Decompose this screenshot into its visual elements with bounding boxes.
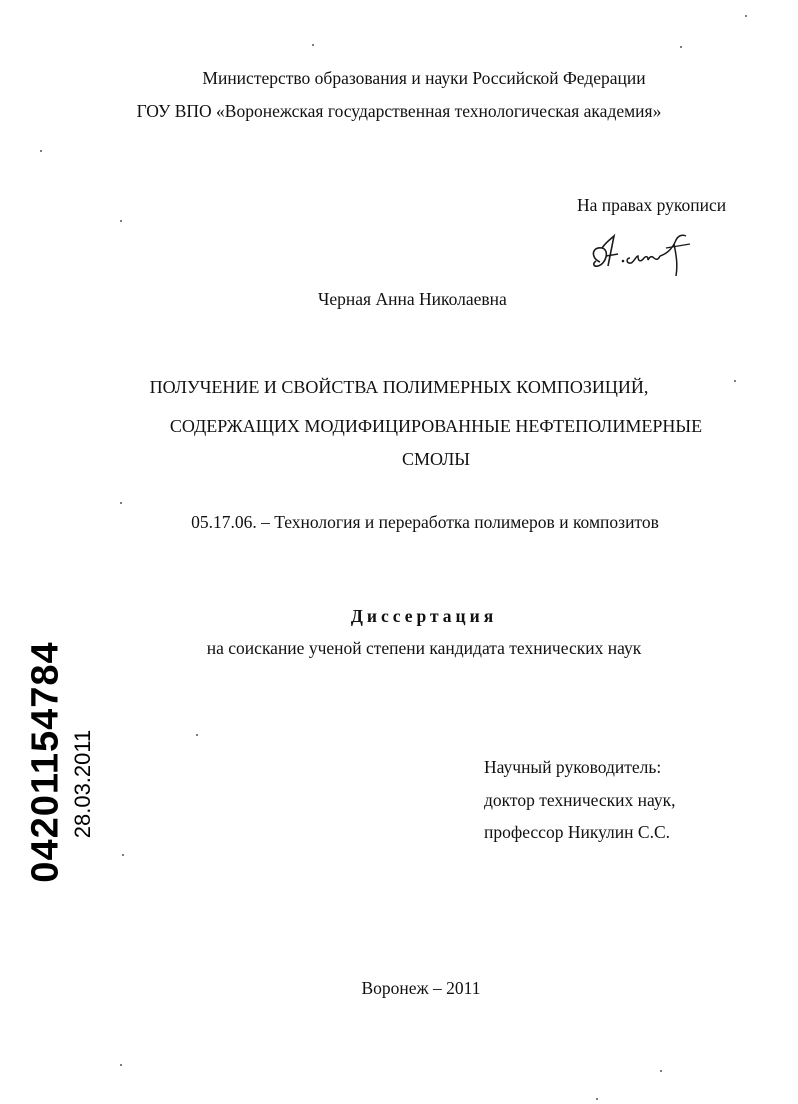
stamp-number: 04201154784	[24, 641, 67, 883]
scan-speck	[40, 150, 42, 152]
scan-speck	[745, 15, 747, 17]
supervisor-degree: доктор технических наук,	[484, 790, 676, 810]
thesis-title-line-3: СМОЛЫ	[401, 449, 471, 469]
ministry-header: Министерство образования и науки Российской Федерации	[202, 68, 646, 88]
institution-header: ГОУ ВПО «Воронежская государственная технологическая академия»	[136, 101, 662, 121]
supervisor-label: Научный руководитель:	[484, 757, 662, 777]
author-signature	[586, 228, 706, 280]
supervisor-name: профессор Никулин С.С.	[484, 822, 670, 842]
scan-speck	[596, 1098, 598, 1100]
specialty-code: 05.17.06. – Технология и переработка полимеров и композитов	[191, 512, 659, 532]
manuscript-rights-note: На правах рукописи	[577, 195, 727, 215]
author-name: Черная Анна Николаевна	[318, 289, 507, 309]
place-and-year: Воронеж – 2011	[361, 978, 481, 998]
scan-speck	[122, 854, 124, 856]
scan-speck	[120, 1064, 122, 1066]
scan-speck	[120, 220, 122, 222]
stamp-date: 28.03.2011	[70, 729, 95, 839]
scan-speck	[734, 380, 736, 382]
thesis-title-line-2: СОДЕРЖАЩИХ МОДИФИЦИРОВАННЫЕ НЕФТЕПОЛИМЕРНЫЕ	[169, 416, 703, 436]
degree-description: на соискание ученой степени кандидата технических наук	[206, 638, 642, 658]
scan-speck	[660, 1070, 662, 1072]
scan-speck	[312, 44, 314, 46]
scan-speck	[120, 502, 122, 504]
scan-speck	[680, 46, 682, 48]
thesis-title-line-1: ПОЛУЧЕНИЕ И СВОЙСТВА ПОЛИМЕРНЫХ КОМПОЗИЦИЙ,	[149, 377, 649, 397]
scan-speck	[196, 734, 198, 736]
document-type-heading: Диссертация	[350, 606, 498, 626]
